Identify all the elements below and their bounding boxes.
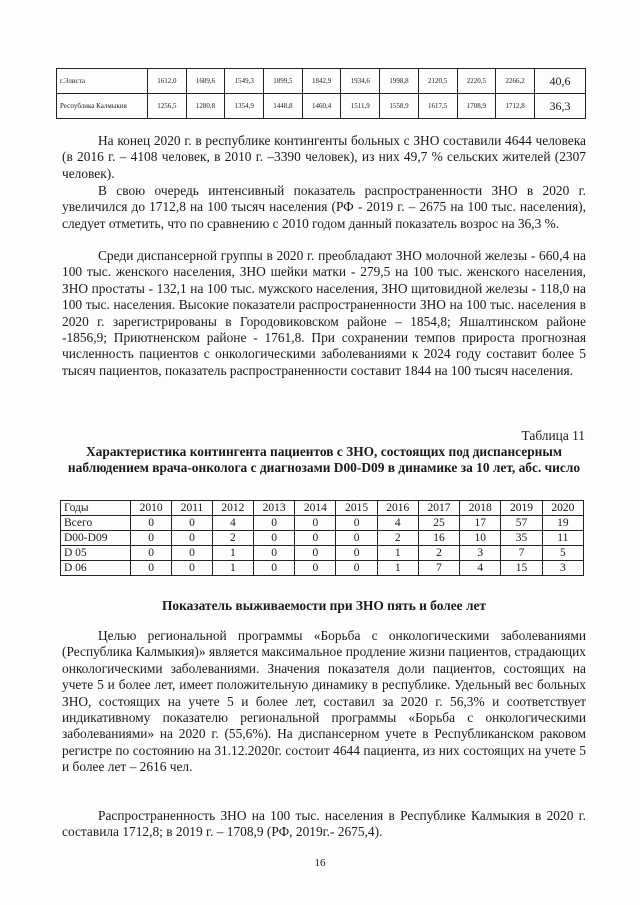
value-cell: 1712,8 <box>496 94 535 119</box>
value-cell: 1 <box>377 546 418 561</box>
value-cell: 2120,5 <box>418 69 457 94</box>
value-cell: 2 <box>418 546 459 561</box>
table-row <box>57 94 586 119</box>
value-cell: 2266,2 <box>496 69 535 94</box>
value-cell: 4 <box>377 516 418 531</box>
value-cell: 7 <box>418 561 459 576</box>
value-cell: 15 <box>501 561 542 576</box>
value-cell: 1899,5 <box>264 69 303 94</box>
prevalence-table-fragment <box>56 68 586 119</box>
value-cell: 1511,9 <box>341 94 380 119</box>
value-cell: 3 <box>460 546 501 561</box>
table-title: Характеристика контингента пациентов с ЗНО, состоящих под диспансерным наблюдением врача-онколога с диагнозами D00-D09 в динамике за 10 лет, абс. число <box>67 444 581 476</box>
value-cell: 7 <box>501 546 542 561</box>
value-cell: 0 <box>253 531 294 546</box>
table-row <box>61 516 584 531</box>
table-11 <box>60 500 584 576</box>
value-cell: 2 <box>212 531 253 546</box>
value-cell: 0 <box>172 531 213 546</box>
header-cell: 2018 <box>460 501 501 516</box>
value-cell: 0 <box>295 546 336 561</box>
value-cell: 0 <box>172 516 213 531</box>
value-cell: 3 <box>542 561 583 576</box>
header-cell: 2012 <box>212 501 253 516</box>
region-cell: г.Элиста <box>57 69 148 94</box>
value-cell: 1448,8 <box>264 94 303 119</box>
paragraph-dispensary-group: Среди диспансерной группы в 2020 г. преобладают ЗНО молочной железы - 660,4 на 100 тыс. женского населения, ЗНО шейки матки - 279,5 на 100 тыс. женского населения, ЗНО простаты - 132,1 на 100 тыс. мужского населения, ЗНО щитовидной железы - 118,0 на 100 тыс. населения. Высокие показатели распространенности ЗНО на 100 тыс. населения в 2020 г. зарегистрированы в Городовиковском районе – 1854,8; Яшалтинском районе -1856,9; Приютненском районе - 1761,8. При сохранении темпов прироста прогнозная численность пациентов с онкологическими заболеваниями к 2024 году составит более 5 тысяч пациентов, показатель распространенности составит 1844 на 100 тысяч населения. <box>62 248 586 378</box>
value-cell: 57 <box>501 516 542 531</box>
value-cell: 35 <box>501 531 542 546</box>
paragraph-contingents: На конец 2020 г. в республике контингенты больных с ЗНО составили 4644 человека (в 2016 г. – 4108 человек, в 2010 г. –3390 человек), из них 49,7 % сельских жителей (2307 человек). <box>62 133 586 181</box>
header-cell: 2016 <box>377 501 418 516</box>
page-number: 16 <box>314 857 326 869</box>
value-cell: 0 <box>336 531 377 546</box>
value-cell: 4 <box>212 516 253 531</box>
header-cell: Годы <box>61 501 131 516</box>
value-cell: 1256,5 <box>148 94 187 119</box>
value-cell: 16 <box>418 531 459 546</box>
value-cell: 0 <box>172 546 213 561</box>
value-cell: 1934,6 <box>341 69 380 94</box>
table-row <box>57 69 586 94</box>
header-cell: 2017 <box>418 501 459 516</box>
table-number: Таблица 11 <box>521 428 585 443</box>
value-cell: 1612,0 <box>148 69 187 94</box>
paragraph-survival: Целью региональной программы «Борьба с онкологическими заболеваниями (Республика Калмыкия)» является максимальное продление жизни пациентов, страдающих онкологическими заболеваниями. Значения показателя доли пациентов, состоящих на учете 5 и более лет, имеет положительную динамику в республике. Удельный вес больных ЗНО, состоящих на учете 5 и более лет, составил за 2020 г. 56,3% и соответствует индикативному показателю региональной программы «Борьба с онкологическими заболеваниями» на 2020 г. (55,6%). На диспансерном учете в Республиканском раковом регистре по состоянию на 31.12.2020г. состоит 4644 пациента, из них состоящих на учете 5 и более лет – 2616 чел. <box>62 628 586 775</box>
header-cell: 2020 <box>542 501 583 516</box>
growth-percent-cell: 36,3 <box>535 94 586 119</box>
row-label-cell: D 06 <box>61 561 131 576</box>
value-cell: 0 <box>295 561 336 576</box>
value-cell: 0 <box>131 516 172 531</box>
value-cell: 0 <box>131 531 172 546</box>
value-cell: 4 <box>460 561 501 576</box>
section-heading: Показатель выживаемости при ЗНО пять и более лет <box>161 598 487 613</box>
header-cell: 2019 <box>501 501 542 516</box>
header-cell: 2011 <box>172 501 213 516</box>
value-cell: 1460,4 <box>302 94 341 119</box>
value-cell: 5 <box>542 546 583 561</box>
value-cell: 1549,3 <box>225 69 264 94</box>
value-cell: 0 <box>295 531 336 546</box>
header-cell: 2010 <box>131 501 172 516</box>
table-row <box>61 546 584 561</box>
value-cell: 0 <box>336 516 377 531</box>
value-cell: 2220,5 <box>457 69 496 94</box>
header-cell: 2013 <box>253 501 294 516</box>
value-cell: 1708,9 <box>457 94 496 119</box>
row-label-cell: D00-D09 <box>61 531 131 546</box>
value-cell: 0 <box>295 516 336 531</box>
header-cell: 2014 <box>295 501 336 516</box>
value-cell: 19 <box>542 516 583 531</box>
value-cell: 0 <box>131 561 172 576</box>
row-label-cell: D 05 <box>61 546 131 561</box>
value-cell: 11 <box>542 531 583 546</box>
value-cell: 10 <box>460 531 501 546</box>
header-cell: 2015 <box>336 501 377 516</box>
value-cell: 0 <box>253 516 294 531</box>
row-label-cell: Всего <box>61 516 131 531</box>
value-cell: 1280,8 <box>186 94 225 119</box>
value-cell: 1 <box>212 561 253 576</box>
value-cell: 0 <box>336 546 377 561</box>
paragraph-prevalence: В свою очередь интенсивный показатель распространенности ЗНО в 2020 г. увеличился до 1712,8 на 100 тысяч населения (РФ - 2019 г. – 2675 на 100 тыс. населения), следует отметить, что по сравнению с 2010 годом данный показатель возрос на 36,3 %. <box>62 183 586 231</box>
value-cell: 25 <box>418 516 459 531</box>
value-cell: 0 <box>336 561 377 576</box>
region-cell: Республика Калмыкия <box>57 94 148 119</box>
growth-percent-cell: 40,6 <box>535 69 586 94</box>
table-row <box>61 531 584 546</box>
value-cell: 1617,5 <box>418 94 457 119</box>
table-row <box>61 561 584 576</box>
value-cell: 1354,9 <box>225 94 264 119</box>
value-cell: 1 <box>212 546 253 561</box>
value-cell: 0 <box>172 561 213 576</box>
value-cell: 1 <box>377 561 418 576</box>
value-cell: 1842,9 <box>302 69 341 94</box>
value-cell: 1998,8 <box>380 69 419 94</box>
value-cell: 17 <box>460 516 501 531</box>
table-header-row <box>61 501 584 516</box>
value-cell: 0 <box>253 546 294 561</box>
value-cell: 1558,9 <box>380 94 419 119</box>
value-cell: 1689,6 <box>186 69 225 94</box>
value-cell: 2 <box>377 531 418 546</box>
value-cell: 0 <box>131 546 172 561</box>
value-cell: 0 <box>253 561 294 576</box>
paragraph-prevalence-2020: Распространенность ЗНО на 100 тыс. населения в Республике Калмыкия в 2020 г. составила 1712,8; в 2019 г. – 1708,9 (РФ, 2019г.- 2675,4). <box>62 808 586 840</box>
